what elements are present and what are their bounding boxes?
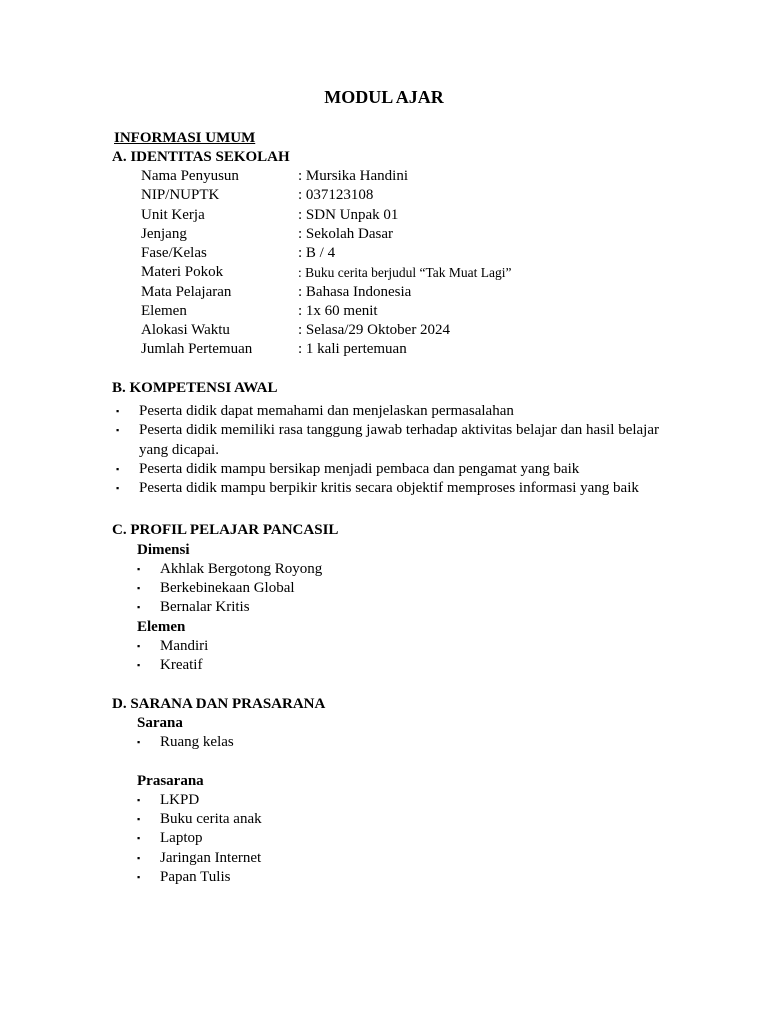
list-item: Peserta didik mampu berpikir kritis secara objektif memproses informasi yang baik [139,480,639,496]
list-item: Papan Tulis [160,869,231,885]
elemen-label: Elemen [137,619,186,635]
identity-row-label: Nama Penyusun [141,168,239,184]
bullet-icon: ▪ [137,814,141,824]
identity-row-value: : Sekolah Dasar [298,226,393,242]
bullet-icon: ▪ [116,483,120,493]
identity-row-value: : Buku cerita berjudul “Tak Muat Lagi” [298,265,512,280]
list-item: Berkebinekaan Global [160,580,295,596]
identity-row-value: : Bahasa Indonesia [298,284,412,300]
list-item: Peserta didik mampu bersikap menjadi pembaca dan pengamat yang baik [139,461,580,477]
list-item: Akhlak Bergotong Royong [160,561,323,577]
section-b-heading: B. KOMPETENSI AWAL [112,380,278,396]
bullet-icon: ▪ [116,464,120,474]
bullet-icon: ▪ [116,406,120,416]
identity-row-value: : Mursika Handini [298,168,408,184]
identity-row-value: : SDN Unpak 01 [298,207,399,223]
bullet-icon: ▪ [137,564,141,574]
list-item: Laptop [160,830,203,846]
identity-row-label: Mata Pelajaran [141,284,232,300]
identity-row-label: Jenjang [141,226,187,242]
list-item: Jaringan Internet [160,850,262,866]
identity-row-label: Unit Kerja [141,207,205,223]
list-item: Peserta didik memiliki rasa tanggung jawab terhadap aktivitas belajar dan hasil belajar yang dicapai. [139,422,659,458]
bullet-icon: ▪ [137,833,141,843]
section-d-heading: D. SARANA DAN PRASARANA [112,696,326,712]
list-item: Ruang kelas [160,734,234,750]
info-heading: INFORMASI UMUM [114,130,256,146]
bullet-icon: ▪ [137,641,141,651]
bullet-icon: ▪ [137,795,141,805]
identity-row-label: Elemen [141,303,187,319]
bullet-icon: ▪ [137,853,141,863]
section-c-heading: C. PROFIL PELAJAR PANCASIL [112,522,339,538]
identity-row-value: : Selasa/29 Oktober 2024 [298,322,451,338]
list-item: Peserta didik dapat memahami dan menjelaskan permasalahan [139,403,514,419]
prasarana-label: Prasarana [137,773,204,789]
list-item: Kreatif [160,657,203,673]
section-a-heading: A. IDENTITAS SEKOLAH [112,149,290,165]
bullet-icon: ▪ [137,602,141,612]
list-item: Mandiri [160,638,209,654]
identity-row-label: Jumlah Pertemuan [141,341,253,357]
identity-row-label: Alokasi Waktu [141,322,230,338]
identity-row-value: : 1 kali pertemuan [298,341,407,357]
identity-row-value: : 1x 60 menit [298,303,378,319]
identity-row-label: NIP/NUPTK [141,187,220,203]
dimensi-label: Dimensi [137,542,190,558]
bullet-icon: ▪ [137,660,141,670]
bullet-icon: ▪ [137,737,141,747]
identity-row-label: Materi Pokok [141,264,224,280]
identity-row-value: : 037123108 [298,187,374,203]
list-item: LKPD [160,792,200,808]
bullet-icon: ▪ [137,583,141,593]
list-item: Buku cerita anak [160,811,262,827]
sarana-label: Sarana [137,715,183,731]
page-title: MODUL AJAR [324,87,444,107]
bullet-icon: ▪ [137,872,141,882]
list-item: Bernalar Kritis [160,599,250,615]
bullet-icon: ▪ [116,425,120,435]
identity-row-label: Fase/Kelas [141,245,207,261]
identity-row-value: : B / 4 [298,245,336,261]
